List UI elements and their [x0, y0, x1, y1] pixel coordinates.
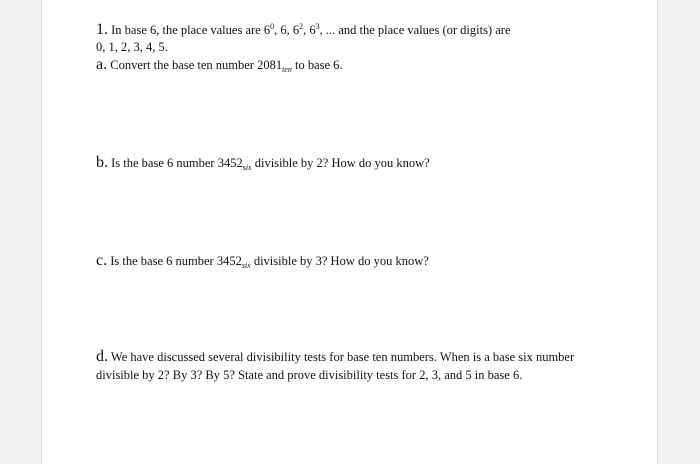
place-value-2: $6^2$,: [292, 22, 310, 37]
part-c-letter: c.: [96, 252, 108, 269]
place-value-0: $6^0$,: [263, 22, 281, 37]
part-d-letter: d.: [96, 348, 108, 365]
worksheet-page: [41, 0, 658, 464]
part-b-letter: b.: [96, 154, 108, 171]
part-a-letter: a.: [96, 56, 108, 73]
problem-number: 1.: [96, 21, 108, 38]
problem-1-intro: 1. In base 6, the place values are $6^0$, 6, $6^2$, $6^3$, ... and the place values (or digits) are: [96, 21, 511, 38]
problem-1-digits: 0, 1, 2, 3, 4, 5.: [96, 40, 168, 54]
part-b-question: b. Is the base 6 number $3452_{six}$ divisible by 2? How do you know?: [96, 154, 430, 172]
part-a-number: $2081_{ten}$: [257, 58, 292, 74]
part-c-number: $3452_{six}$: [216, 254, 251, 270]
place-value-3: $6^3$,: [309, 22, 326, 37]
part-c-question: c. Is the base 6 number $3452_{six}$ divisible by 3? How do you know?: [96, 252, 429, 270]
part-a-question: a. Convert the base ten number $2081_{ten}$ to base 6.: [96, 56, 343, 74]
part-d-question-line-2: divisible by 2? By 3? By 5? State and prove divisibility tests for 2, 3, and 5 in base 6.: [96, 368, 523, 382]
place-value-1: 6,: [280, 23, 293, 37]
part-d-question-line-1: d. We have discussed several divisibility tests for base ten numbers. When is a base six number: [96, 348, 575, 365]
part-b-number: $3452_{six}$: [217, 156, 252, 172]
